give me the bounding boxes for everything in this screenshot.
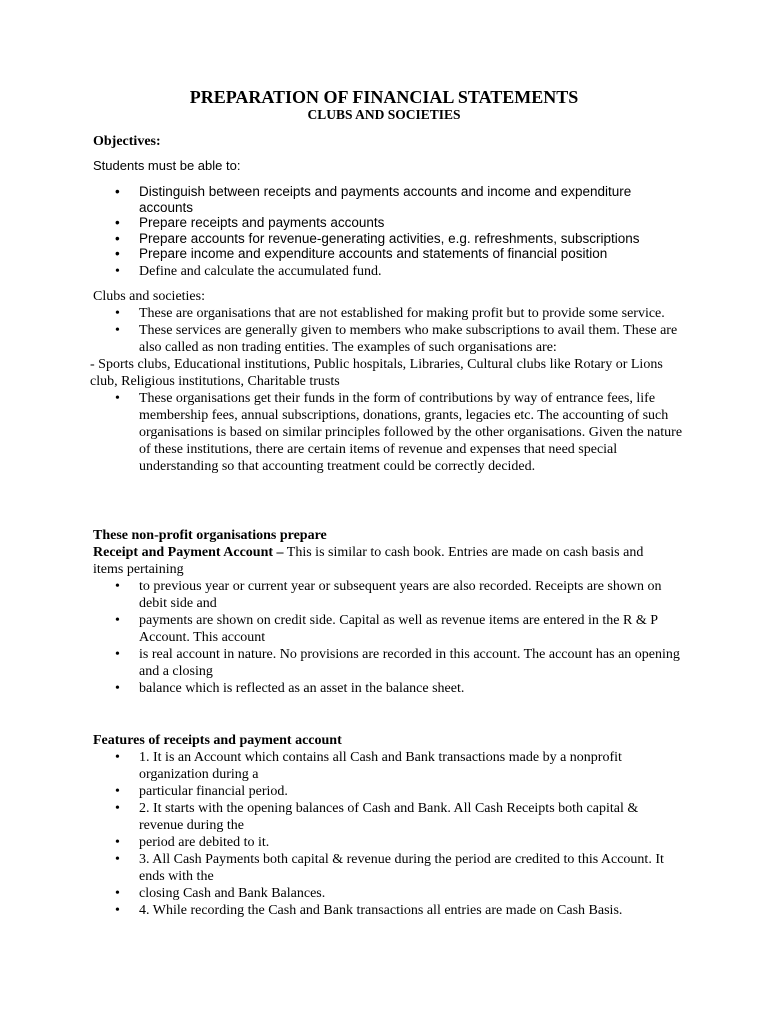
objectives-intro: Students must be able to: [93, 158, 241, 173]
list-item: • These are organisations that are not established for making profit but to provide some service. [93, 305, 683, 322]
list-item: • Distinguish between receipts and payments accounts and income and expenditure accounts [93, 184, 683, 215]
objectives-section [93, 133, 683, 280]
rp-label: Receipt and Payment Account – [93, 545, 284, 560]
list-item: • Prepare income and expenditure accounts and statements of financial position [93, 246, 683, 262]
list-item: • Define and calculate the accumulated fund. [93, 263, 683, 280]
page-subtitle: CLUBS AND SOCIETIES [307, 107, 461, 122]
clubs-list-a [93, 305, 683, 356]
page-title: PREPARATION OF FINANCIAL STATEMENTS [189, 87, 579, 107]
nonprofit-heading: These non-profit organisations prepare [93, 528, 327, 543]
features-list [93, 749, 683, 919]
list-item: • Prepare accounts for revenue-generating activities, e.g. refreshments, subscriptions [93, 231, 683, 247]
objectives-list [93, 184, 683, 280]
list-item: • 2. It starts with the opening balances of Cash and Bank. All Cash Receipts both capital & revenue during the [93, 800, 683, 834]
nonprofit-list [93, 578, 683, 697]
list-item: • Prepare receipts and payments accounts [93, 215, 683, 231]
features-section [93, 732, 683, 919]
list-item: • balance which is reflected as an asset in the balance sheet. [93, 680, 683, 697]
list-item: • 4. While recording the Cash and Bank transactions all entries are made on Cash Basis. [93, 902, 683, 919]
list-item: • 1. It is an Account which contains all Cash and Bank transactions made by a nonprofit organization during a [93, 749, 683, 783]
list-item: • period are debited to it. [93, 834, 683, 851]
list-item: • to previous year or current year or subsequent years are also recorded. Receipts are shown on debit side and [93, 578, 683, 612]
list-item: • These organisations get their funds in the form of contributions by way of entrance fees, life membership fees, annual subscriptions, donations, grants, legacies etc. The accounting of such organisations is based on similar principles followed by the other organisations. Given the nature of these institutions, there are certain items of revenue and expenses that need special understanding so that accounting treatment could be correctly decided. [93, 390, 683, 475]
clubs-section [90, 288, 683, 475]
list-item: • These services are generally given to members who make subscriptions to avail them. These are also called as non trading entities. The examples of such organisations are: [93, 322, 683, 356]
list-item: • 3. All Cash Payments both capital & revenue during the period are credited to this Account. It ends with the [93, 851, 683, 885]
clubs-heading: Clubs and societies: [93, 289, 205, 304]
nonprofit-section [93, 527, 683, 697]
clubs-list-b [93, 390, 683, 475]
rp-text: This is similar to cash book. Entries are made on cash basis and [283, 545, 644, 560]
rp-continuation: items pertaining [93, 562, 184, 577]
list-item: • payments are shown on credit side. Capital as well as revenue items are entered in the R & P Account. This account [93, 612, 683, 646]
rp-paragraph [93, 544, 653, 561]
list-item: • closing Cash and Bank Balances. [93, 885, 683, 902]
list-item: • is real account in nature. No provisions are recorded in this account. The account has an opening and a closing [93, 646, 683, 680]
objectives-heading: Objectives: [93, 134, 161, 149]
features-heading: Features of receipts and payment account [93, 733, 342, 748]
list-item: • particular financial period. [93, 783, 683, 800]
clubs-examples: - Sports clubs, Educational institutions, Public hospitals, Libraries, Cultural clubs like Rotary or Lions club, Religious institutions, Charitable trusts [90, 357, 663, 389]
